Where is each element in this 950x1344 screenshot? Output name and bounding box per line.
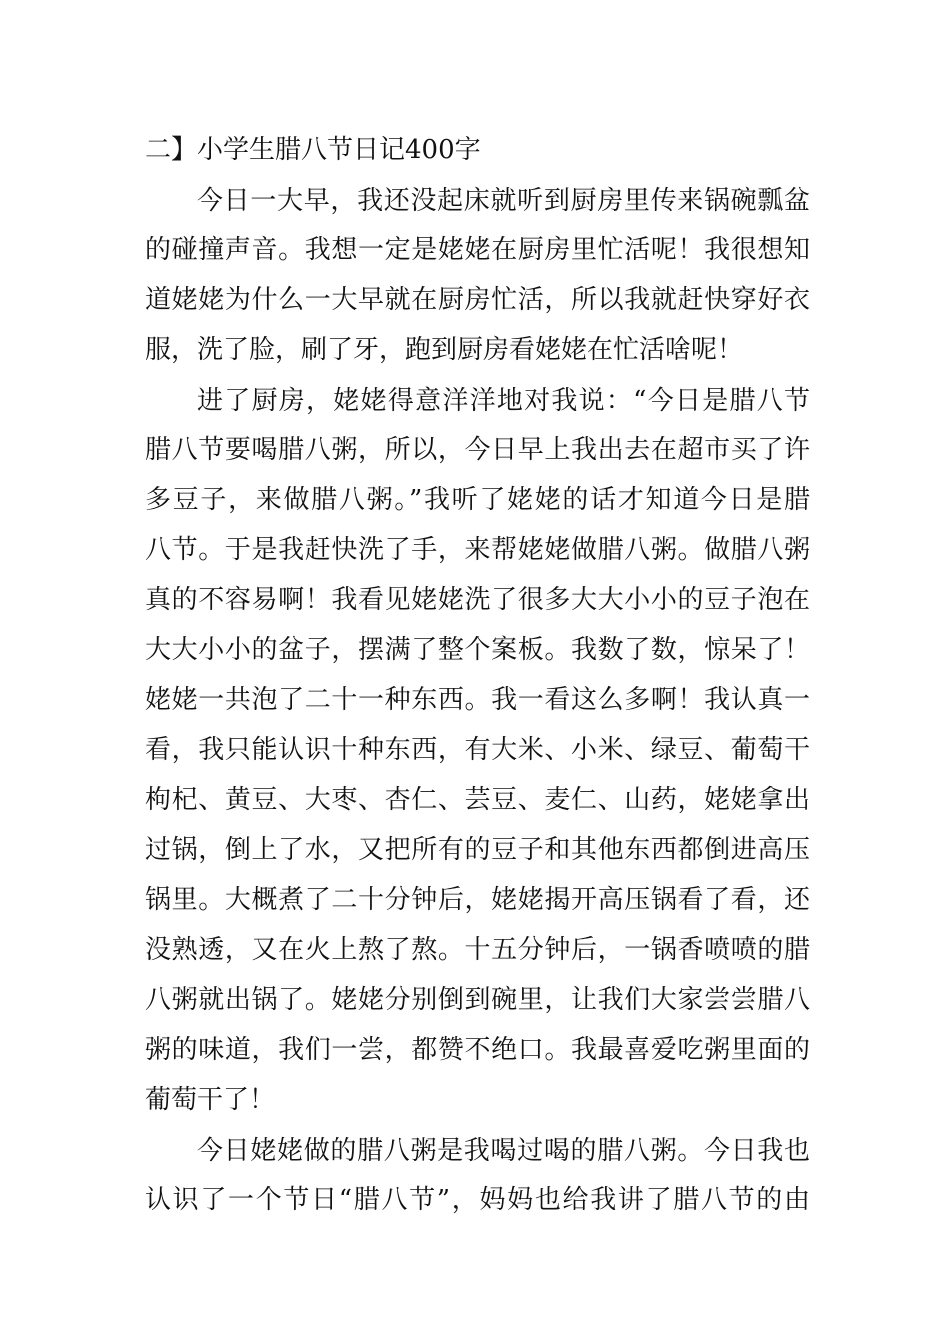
paragraph-3-line-1: 今日姥姥做的腊八粥是我喝过喝的腊八粥。今日我也 xyxy=(197,1136,810,1166)
paragraph-2-line-1: 进了厨房，姥姥得意洋洋地对我说：“今日是腊八节 xyxy=(197,386,810,416)
paragraph-3-line-2: 认识了一个节日“腊八节”，妈妈也给我讲了腊八节的由 xyxy=(145,1185,810,1215)
paragraph-2-line-12: 没熟透，又在火上熬了熬。十五分钟后，一锅香喷喷的腊 xyxy=(145,935,810,965)
paragraph-2-line-2: 腊八节要喝腊八粥，所以，今日早上我出去在超市买了许 xyxy=(145,435,810,465)
paragraph-2-line-8: 看，我只能认识十种东西，有大米、小米、绿豆、葡萄干 xyxy=(145,735,810,765)
paragraph-1-line-1: 今日一大早，我还没起床就听到厨房里传来锅碗瓢盆 xyxy=(197,186,810,216)
paragraph-1-line-2: 的碰撞声音。我想一定是姥姥在厨房里忙活呢！我很想知 xyxy=(145,235,810,265)
paragraph-2-line-4: 八节。于是我赶快洗了手，来帮姥姥做腊八粥。做腊八粥 xyxy=(145,535,810,565)
paragraph-2-line-9: 枸杞、黄豆、大枣、杏仁、芸豆、麦仁、山药，姥姥拿出 xyxy=(145,785,810,815)
paragraph-2-line-13: 八粥就出锅了。姥姥分别倒到碗里，让我们大家尝尝腊八 xyxy=(145,985,810,1015)
paragraph-2-line-11: 锅里。大概煮了二十分钟后，姥姥揭开高压锅看了看，还 xyxy=(145,885,810,915)
paragraph-1-line-3: 道姥姥为什么一大早就在厨房忙活，所以我就赶快穿好衣 xyxy=(145,285,810,315)
paragraph-2-line-14: 粥的味道，我们一尝，都赞不绝口。我最喜爱吃粥里面的 xyxy=(145,1035,810,1065)
paragraph-2-line-7: 姥姥一共泡了二十一种东西。我一看这么多啊！我认真一 xyxy=(145,685,810,715)
paragraph-2-line-5: 真的不容易啊！我看见姥姥洗了很多大大小小的豆子泡在 xyxy=(145,585,810,615)
section-heading: 二】小学生腊八节日记400字 xyxy=(145,135,481,165)
paragraph-2-line-3: 多豆子，来做腊八粥。”我听了姥姥的话才知道今日是腊 xyxy=(145,485,810,515)
paragraph-2-line-15: 葡萄干了！ xyxy=(145,1085,276,1115)
paragraph-1-line-4: 服，洗了脸，刷了牙，跑到厨房看姥姥在忙活啥呢！ xyxy=(145,335,744,365)
paragraph-2-line-6: 大大小小的盆子，摆满了整个案板。我数了数，惊呆了！ xyxy=(145,635,810,665)
paragraph-2-line-10: 过锅，倒上了水，又把所有的豆子和其他东西都倒进高压 xyxy=(145,835,810,865)
